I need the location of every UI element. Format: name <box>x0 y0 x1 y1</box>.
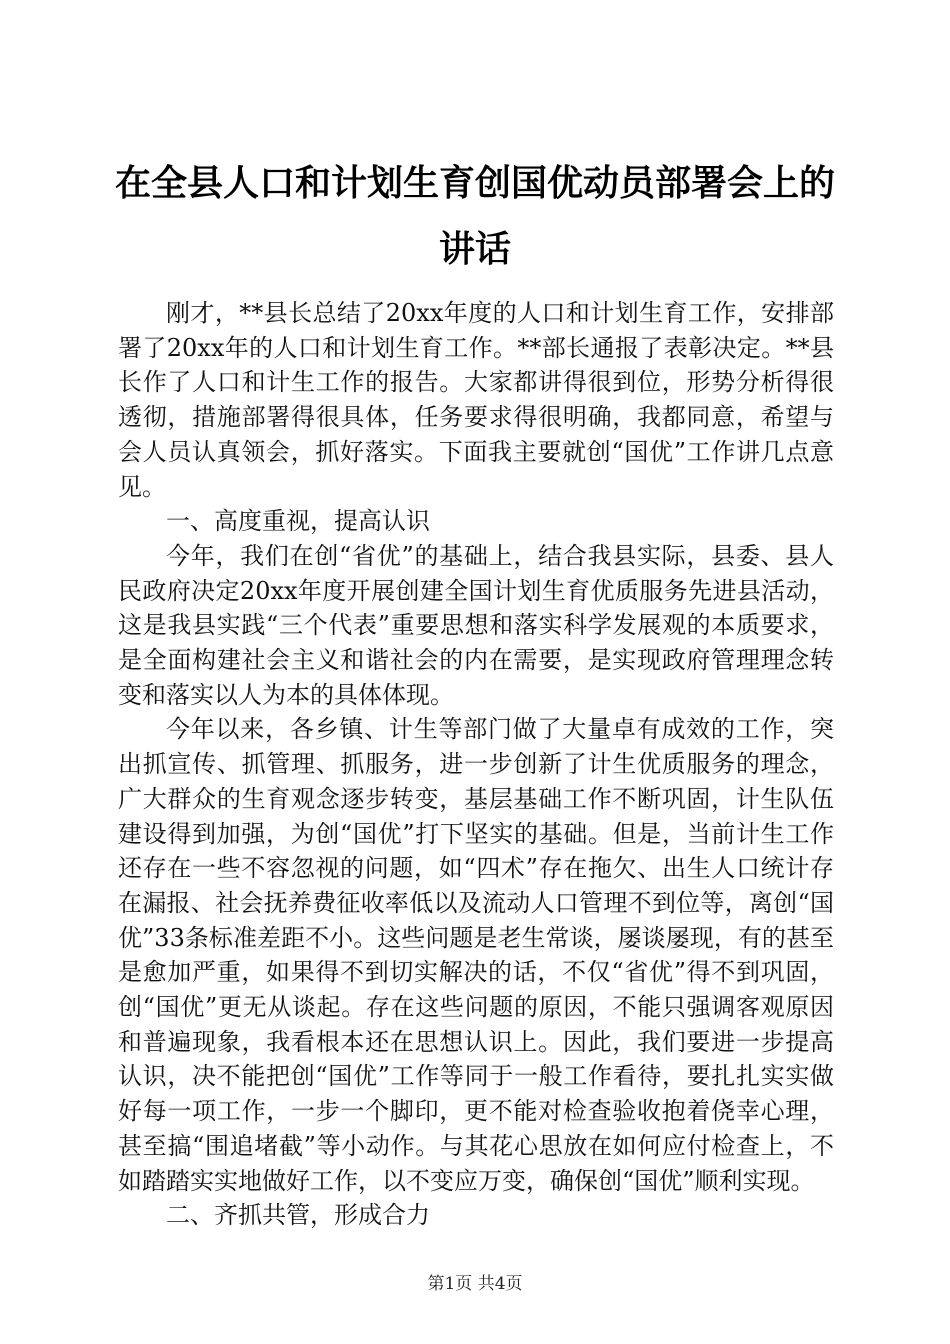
document-body <box>118 296 834 1233</box>
paragraph-intro: 刚才，**县长总结了20xx年度的人口和计划生育工作，安排部署了20xx年的人口和计划生育工作。**部长通报了表彰决定。**县长作了人口和计生工作的报告。大家都讲得很到位，形势分析得很透彻，措施部署得很具体，任务要求得很明确，我都同意，希望与会人员认真领会，抓好落实。下面我主要就创“国优”工作讲几点意见。 <box>118 299 834 501</box>
document-title: 在全县人口和计划生育创国优动员部署会上的讲话 <box>114 162 835 270</box>
page-footer: 第1页 共4页 <box>427 1274 523 1294</box>
paragraph-section-1-a: 今年，我们在创“省优”的基础上，结合我县实际，县委、县人民政府决定20xx年度开展创建全国计划生育优质服务先进县活动，这是我县实践“三个代表”重要思想和落实科学发展观的本质要求，是全面构建社会主义和谐社会的内在需要，是实现政府管理理念转变和落实以人为本的具体体现。 <box>118 541 834 709</box>
section-heading-2: 二、齐抓共管，形成合力 <box>166 1201 430 1230</box>
paragraph-section-1-b: 今年以来，各乡镇、计生等部门做了大量卓有成效的工作，突出抓宣传、抓管理、抓服务，进一步创新了计生优质服务的理念，广大群众的生育观念逐步转变，基层基础工作不断巩固，计生队伍建设得到加强，为创“国优”打下坚实的基础。但是，当前计生工作还存在一些不容忽视的问题，如“四术”存在拖欠、出生人口统计存在漏报、社会抚养费征收率低以及流动人口管理不到位等，离创“国优”33条标准差距不小。这些问题是老生常谈，屡谈屡现，有的甚至是愈加严重，如果得不到切实解决的话，不仅“省优”得不到巩固，创“国优”更无从谈起。存在这些问题的原因，不能只强调客观原因和普遍现象，我看根本还在思想认识上。因此，我们要进一步提高认识，决不能把创“国优”工作等同于一般工作看待，要扎扎实实做好每一项工作，一步一个脚印，更不能对检查验收抱着侥幸心理，甚至搞“围追堵截”等小动作。与其花心思放在如何应付检查上，不如踏踏实实地做好工作，以不变应万变，确保创“国优”顺利实现。 <box>118 715 834 1195</box>
section-heading-1: 一、高度重视，提高认识 <box>166 507 430 536</box>
